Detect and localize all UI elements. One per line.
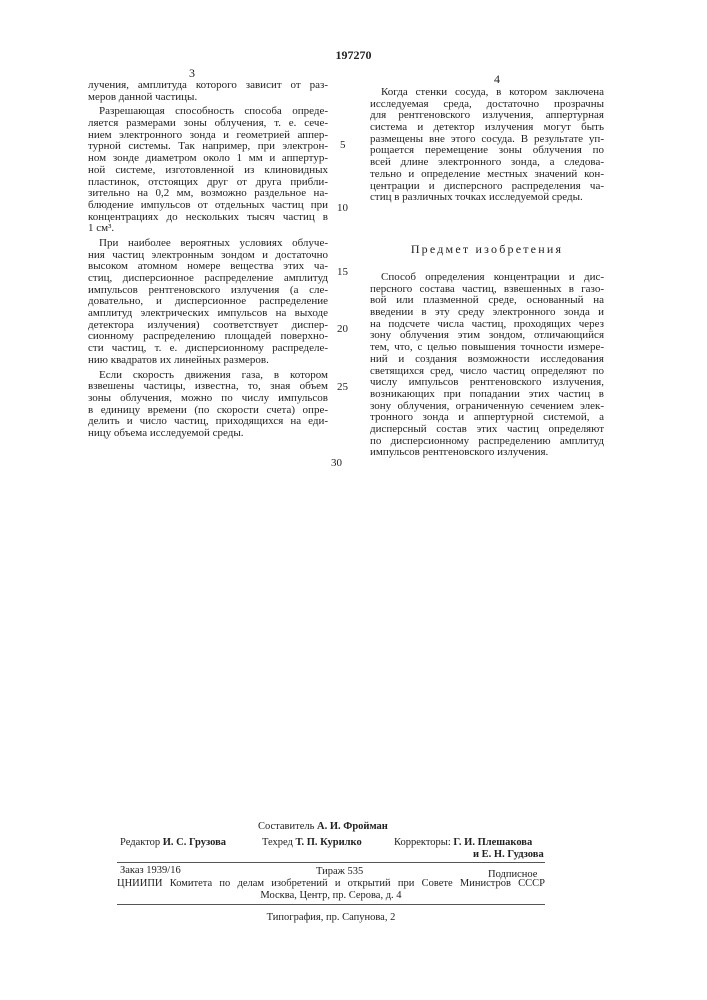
techred-name: Т. П. Курилко bbox=[296, 837, 362, 848]
text-line: дисперсный состав этих частиц определяют bbox=[370, 424, 604, 436]
text-line: рощается перемещение зоны облучения по bbox=[370, 145, 604, 157]
editor-label: Редактор bbox=[120, 837, 160, 848]
text-line: 1 см³. bbox=[88, 223, 328, 235]
line-number: 15 bbox=[337, 266, 348, 278]
print-run: Тираж 535 bbox=[316, 866, 363, 877]
text-line: импульсов рентгеновского излучения. bbox=[370, 447, 604, 459]
compiler-label: Составитель bbox=[258, 821, 314, 832]
claims-heading: Предмет изобретения bbox=[370, 242, 604, 257]
line-number: 5 bbox=[340, 139, 346, 151]
text-line: ной системе, изготовленной из клиновидных bbox=[88, 165, 328, 177]
text-line: делить и число частиц, приходящихся на еди- bbox=[88, 416, 328, 428]
text-line: тронного зонда и аппертурной системой, а bbox=[370, 412, 604, 424]
text-line: по дисперсионному распределению амплитуд bbox=[370, 436, 604, 448]
text-line: пластинок, отстоящих друг от друга прибли- bbox=[88, 177, 328, 189]
left-column-text bbox=[88, 80, 328, 440]
text-line: центрации и дисперсного распределения ча- bbox=[370, 181, 604, 193]
footer-divider bbox=[117, 862, 545, 863]
text-line: зительно на 0,2 мм, возможно раздельное на- bbox=[88, 188, 328, 200]
text-line: высоком атомном номере вещества этих ча- bbox=[88, 261, 328, 273]
text-line: турной системы. Так например, при электрон- bbox=[88, 141, 328, 153]
text-line: возникающих при попадании этих частиц в bbox=[370, 389, 604, 401]
text-line: зону облучения этим зондом, отличающийся bbox=[370, 330, 604, 342]
editor-name: И. С. Грузова bbox=[163, 837, 226, 848]
techred-label: Техред bbox=[262, 837, 293, 848]
footer-editor bbox=[120, 837, 226, 848]
text-line: При наиболее вероятных условиях облуче- bbox=[88, 238, 328, 250]
text-line: нием электронного зонда и геометрией аппер- bbox=[88, 130, 328, 142]
text-line: в единицу времени (по скорости счета) опре- bbox=[88, 405, 328, 417]
text-line: Когда стенки сосуда, в котором заключена bbox=[370, 87, 604, 99]
text-line: меров данной частицы. bbox=[88, 92, 328, 104]
text-line: стиц, дисперсионное распределение амплитуд bbox=[88, 273, 328, 285]
text-line: ном зонде диаметром около 1 мм и аппертур- bbox=[88, 153, 328, 165]
page-number-left: 3 bbox=[189, 66, 195, 81]
text-line: система и детектор излучения могут быть bbox=[370, 122, 604, 134]
subscription: Подписное bbox=[488, 869, 537, 880]
text-line: сионному распределению площадей поверхно- bbox=[88, 331, 328, 343]
text-line: зону облучения, ограниченную сечением элек- bbox=[370, 401, 604, 413]
footer-techred bbox=[262, 837, 362, 848]
text-line: введении в эту среду электронного зонда и bbox=[370, 307, 604, 319]
printing-house: Типография, пр. Сапунова, 2 bbox=[117, 912, 545, 923]
text-line: числу импульсов рентгеновского излучения, bbox=[370, 377, 604, 389]
text-line: Если скорость движения газа, в котором bbox=[88, 370, 328, 382]
text-line: нию квадратов их линейных размеров. bbox=[88, 355, 328, 367]
text-line: детектора излучения) соответствует диспер- bbox=[88, 320, 328, 332]
text-line: импульсов рентгеновского излучения (а сле- bbox=[88, 285, 328, 297]
line-number: 10 bbox=[337, 202, 348, 214]
line-number: 30 bbox=[331, 457, 342, 469]
text-line: для рентгеновского излучения, аппертурная bbox=[370, 110, 604, 122]
line-number: 25 bbox=[337, 381, 348, 393]
footer-compiler bbox=[258, 821, 388, 832]
text-line: блюдение импульсов от отдельных частиц при bbox=[88, 200, 328, 212]
text-line: на подсчете числа частиц, проходящих через bbox=[370, 319, 604, 331]
compiler-name: А. И. Фройман bbox=[317, 821, 388, 832]
text-line: тельно и определение местных значений кон- bbox=[370, 169, 604, 181]
text-line: Разрешающая способность способа опреде- bbox=[88, 106, 328, 118]
text-line: вой или плазменной среде, основанный на bbox=[370, 295, 604, 307]
order-number: Заказ 1939/16 bbox=[120, 865, 181, 876]
text-line: взвешены частицы, известна, то, зная объем bbox=[88, 381, 328, 393]
corrector-1: Г. И. Плешакова bbox=[453, 837, 532, 848]
right-column-text bbox=[370, 87, 604, 204]
text-line: размещены вне этого сосуда. В результате уп- bbox=[370, 134, 604, 146]
page-number-right: 4 bbox=[494, 72, 500, 87]
text-line: ний и создания возможности исследования bbox=[370, 354, 604, 366]
text-line: всей длине электронного зонда, а следова- bbox=[370, 157, 604, 169]
text-line: амплитуд электрических импульсов на выходе bbox=[88, 308, 328, 320]
text-line: ляется размерами зоны облучения, т. е. сече- bbox=[88, 118, 328, 130]
line-number: 20 bbox=[337, 323, 348, 335]
text-line: лучения, амплитуда которого зависит от раз- bbox=[88, 80, 328, 92]
text-line: сти частиц, т. е. дисперсионному распределе- bbox=[88, 343, 328, 355]
footer-divider bbox=[117, 904, 545, 905]
patent-number: 197270 bbox=[0, 48, 707, 63]
publisher-address: Москва, Центр, пр. Серова, д. 4 bbox=[117, 890, 545, 901]
text-line: концентрациях до нескольких тысяч частиц в bbox=[88, 212, 328, 224]
text-line: зоны облучения, можно по числу импульсов bbox=[88, 393, 328, 405]
text-line: ния частиц электронным зондом и достаточно bbox=[88, 250, 328, 262]
text-line: Способ определения концентрации и дис- bbox=[370, 272, 604, 284]
corrector-2: и Е. Н. Гудзова bbox=[473, 849, 544, 860]
text-line: персного состава частиц, взвешенных в газо- bbox=[370, 284, 604, 296]
publisher: ЦНИИПИ Комитета по делам изобретений и открытий при Совете Министров СССР bbox=[117, 878, 545, 889]
text-line: светящихся сред, число частиц определяют по bbox=[370, 366, 604, 378]
text-line: ницу объема исследуемой среды. bbox=[88, 428, 328, 440]
claims-text bbox=[370, 272, 604, 459]
text-line: тем, что, с целью повышения точности измере- bbox=[370, 342, 604, 354]
text-line: исследуемая среда, достаточно прозрачны bbox=[370, 99, 604, 111]
footer-correctors bbox=[394, 837, 532, 848]
correctors-label: Корректоры: bbox=[394, 837, 451, 848]
text-line: стиц в различных точках исследуемой среды. bbox=[370, 192, 604, 204]
text-line: довательно, и дисперсионное распределение bbox=[88, 296, 328, 308]
